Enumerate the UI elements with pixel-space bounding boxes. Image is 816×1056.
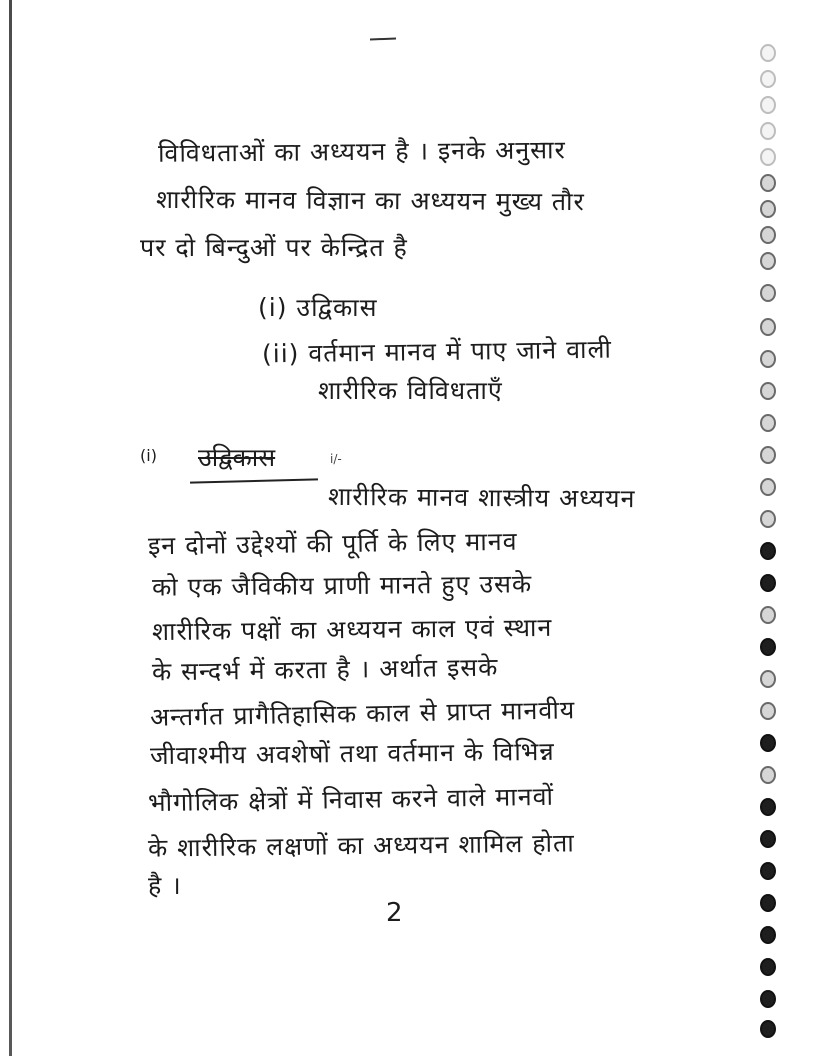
heading-mark: i/- (330, 452, 342, 466)
text-line-2: शारीरिक मानव विज्ञान का अध्ययन मुख्य तौर (155, 184, 585, 217)
section-heading (198, 440, 275, 474)
binding-hole (760, 894, 776, 912)
paragraph-line-1: शारीरिक मानव शास्त्रीय अध्ययन (327, 481, 636, 514)
binding-hole (760, 96, 776, 114)
text-line-3: पर दो बिन्दुओं पर केन्द्रित है (140, 233, 408, 262)
binding-hole (760, 200, 776, 218)
binding-hole (760, 574, 776, 592)
binding-hole (760, 414, 776, 432)
binding-hole (760, 1020, 776, 1038)
binding-hole (760, 862, 776, 880)
binding-hole (760, 542, 776, 560)
binding-hole (760, 70, 776, 88)
binding-hole (760, 284, 776, 302)
binding-hole (760, 318, 776, 336)
binding-hole (760, 798, 776, 816)
paragraph-line-7: जीवाश्मीय अवशेषों तथा वर्तमान के विभिन्न (149, 736, 555, 771)
paragraph-line-10: है । (148, 871, 182, 900)
binding-hole (760, 478, 776, 496)
heading-underline (190, 478, 318, 483)
binding-hole (760, 734, 776, 752)
paragraph-line-8: भौगोलिक क्षेत्रों में निवास करने वाले मानवों (147, 781, 555, 818)
top-dash-mark (370, 38, 396, 41)
binding-hole (760, 990, 776, 1008)
list-item-1: (i) उद्विकास (258, 293, 378, 322)
binding-hole (760, 958, 776, 976)
binding-hole (760, 122, 776, 140)
binding-hole (760, 638, 776, 656)
binding-hole (760, 766, 776, 784)
list-item-2-continued: शारीरिक विविधताएँ (318, 376, 503, 405)
paragraph-line-4: शारीरिक पक्षों का अध्ययन काल एवं स्थान (151, 612, 553, 647)
spiral-binding (752, 30, 792, 1040)
binding-hole (760, 702, 776, 720)
binding-hole (760, 670, 776, 688)
binding-hole (760, 926, 776, 944)
binding-hole (760, 148, 776, 166)
paragraph-line-3: को एक जैविकीय प्राणी मानते हुए उसके (151, 569, 533, 602)
page-number: 2 (386, 898, 403, 928)
binding-hole (760, 382, 776, 400)
paragraph-line-5: के सन्दर्भ में करता है । अर्थात इसके (151, 652, 499, 687)
binding-hole (760, 446, 776, 464)
paragraph-line-9: के शारीरिक लक्षणों का अध्ययन शामिल होता (147, 828, 575, 863)
binding-hole (760, 830, 776, 848)
binding-hole (760, 606, 776, 624)
section-heading-text: उद्विकास (198, 443, 276, 472)
binding-hole (760, 252, 776, 270)
list-item-2: (ii) वर्तमान मानव में पाए जाने वाली (261, 334, 613, 369)
binding-hole (760, 226, 776, 244)
binding-hole (760, 350, 776, 368)
heading-number: (i) (140, 446, 157, 465)
paragraph-line-6: अन्तर्गत प्रागैतिहासिक काल से प्राप्त मानवीय (149, 695, 576, 732)
binding-hole (760, 174, 776, 192)
paragraph-line-2: इन दोनों उद्देश्यों की पूर्ति के लिए मानव (147, 526, 518, 561)
binding-hole (760, 44, 776, 62)
binding-hole (760, 510, 776, 528)
page-left-edge (9, 0, 12, 1056)
text-line-1: विविधताओं का अध्ययन है । इनके अनुसार (157, 135, 566, 168)
